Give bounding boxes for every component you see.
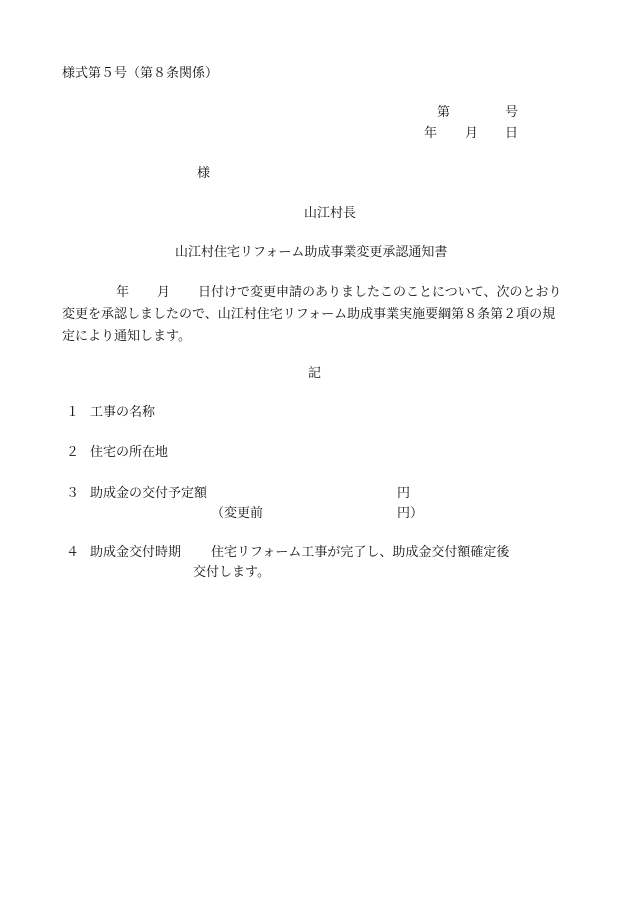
document-number-suffix: 号	[505, 105, 519, 120]
item-4-label: 助成金交付時期	[90, 545, 182, 560]
body-line-1	[62, 282, 584, 304]
date-month-label: 月	[465, 126, 479, 141]
form-label: 様式第５号（第８条関係）	[62, 66, 219, 81]
date-day-label: 日	[505, 126, 519, 141]
body-line-2: 変更を承認しましたので、山江村住宅リフォーム助成事業実施要綱第８条第２項の規	[62, 307, 556, 322]
item-3-previous-unit: 円）	[397, 506, 424, 521]
body-line-1-text: 日付けで変更申請のありましたこのことについて、次のとおり	[198, 285, 562, 300]
item-1-number: １	[66, 405, 80, 420]
ki-heading: 記	[308, 366, 322, 381]
item-4-value-line-2: 交付します。	[193, 565, 270, 580]
item-3-number: ３	[66, 486, 80, 501]
body-year-label: 年	[116, 285, 130, 300]
body-paragraph	[62, 282, 584, 348]
sender-name: 山江村長	[304, 206, 357, 221]
item-1-label: 工事の名称	[90, 405, 156, 420]
item-4-value-line-1: 住宅リフォーム工事が完了し、助成金交付額確定後	[211, 545, 510, 560]
date-year-label: 年	[424, 126, 438, 141]
item-4-number: ４	[66, 545, 80, 560]
body-month-label: 月	[157, 285, 171, 300]
body-line-3: 定により通知します。	[62, 329, 191, 344]
item-3-previous-label: （変更前	[211, 506, 264, 521]
document-number-prefix: 第	[437, 105, 451, 120]
item-3-label: 助成金の交付予定額	[90, 486, 208, 501]
item-2-number: ２	[66, 445, 80, 460]
recipient-honorific: 様	[197, 166, 211, 181]
document-title: 山江村住宅リフォーム助成事業変更承認通知書	[175, 245, 448, 260]
item-2-label: 住宅の所在地	[90, 445, 169, 460]
item-3-unit: 円	[397, 486, 411, 501]
